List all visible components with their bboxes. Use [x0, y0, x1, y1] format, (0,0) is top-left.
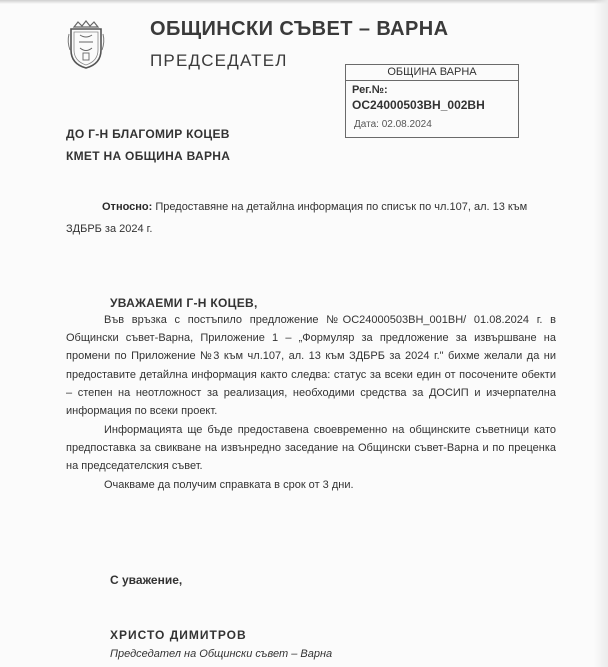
body-paragraph-2: Информацията ще бъде предоставена своевременно на общинските съветници като предпоставка за свикване на извънредно заседание на Общински съвет-Варна и по преценка на председателския съвет. [66, 424, 556, 473]
subject-text: Предоставяне на детайлна информация по списък по чл.107, ал. 13 към ЗДБРБ за 2024 г. [66, 201, 528, 235]
body-paragraph-1: Във връзка с постъпило предложение №ОС24000503ВН_001ВН/ 01.08.2024 г. в Общински съвет-Варна, Приложение 1 – „Формуляр за предложение за извършване на промени по Приложение №3 към чл.107, ал. 13 към ЗДБРБ за 2024 г." бихме желали да ни предоставите детайлна информация както следва: статус за всеки един от посочените обекти – степен на неотложност за реализация, необходими средства за ДОСИП и изчерпателна информация по всеки проект. [66, 314, 556, 418]
redacted-signature-area [184, 560, 334, 592]
body-paragraph-3: Очакваме да получим справката в срок от 3 дни. [104, 479, 354, 491]
subject-line [66, 196, 556, 240]
stamp-date: Дата: 02.08.2024 [354, 119, 432, 130]
addressee-line-2: КМЕТ НА ОБЩИНА ВАРНА [66, 149, 231, 163]
scan-edge-right [594, 0, 608, 667]
crest-icon [66, 20, 106, 70]
stamp-reg-number: ОС24000503ВН_002ВН [352, 98, 485, 112]
organization-role: ПРЕДСЕДАТЕЛ [150, 51, 288, 70]
salutation: УВАЖАЕМИ Г-Н КОЦЕВ, [110, 296, 258, 310]
stamp-reg-label: Рег.№: [352, 84, 388, 96]
organization-name: ОБЩИНСКИ СЪВЕТ – ВАРНА [150, 18, 449, 40]
registration-stamp [345, 64, 519, 138]
subject-label: Относно: [102, 201, 153, 213]
signatory-name: ХРИСТО ДИМИТРОВ [110, 628, 247, 642]
addressee-line-1: ДО Г-Н БЛАГОМИР КОЦЕВ [66, 127, 230, 141]
signatory-title: Председател на Общински съвет – Варна [110, 648, 333, 660]
closing: С уважение, [110, 573, 183, 587]
stamp-header: ОБЩИНА ВАРНА [346, 65, 518, 81]
scan-edge-top [0, 0, 608, 4]
